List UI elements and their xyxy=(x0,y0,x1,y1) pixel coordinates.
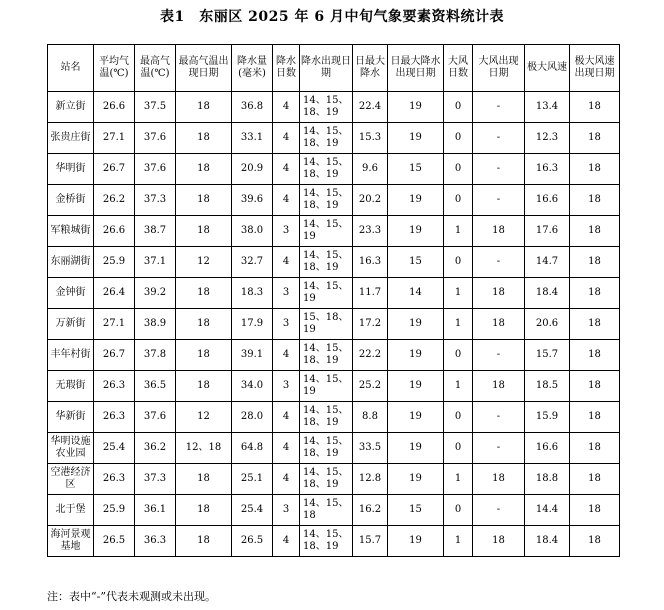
cell-gale-days: 0 xyxy=(444,185,473,216)
cell-precip-days: 3 xyxy=(273,309,300,340)
cell-gale-days: 1 xyxy=(444,526,473,557)
cell-precip: 18.3 xyxy=(232,278,273,309)
header-daily-max-precip-date: 日最大降水出现日期 xyxy=(388,45,444,92)
cell-daily-max-precip-date: 19 xyxy=(388,402,444,433)
cell-daily-max-precip-date: 19 xyxy=(388,526,444,557)
cell-gale-dates: 18 xyxy=(473,526,525,557)
cell-avg-temp: 26.7 xyxy=(94,340,135,371)
cell-station: 空港经济区 xyxy=(48,464,94,495)
cell-max-temp: 36.5 xyxy=(135,371,176,402)
cell-gale-dates: - xyxy=(473,92,525,123)
cell-gale-dates: 18 xyxy=(473,216,525,247)
cell-gale-dates: - xyxy=(473,154,525,185)
cell-daily-max-precip: 23.3 xyxy=(353,216,388,247)
cell-precip: 25.4 xyxy=(232,495,273,526)
cell-station: 丰年村街 xyxy=(48,340,94,371)
cell-max-temp-date: 18 xyxy=(176,526,232,557)
cell-precip-dates: 14、15、18、19 xyxy=(300,123,353,154)
cell-gale-dates: 18 xyxy=(473,464,525,495)
cell-max-temp: 37.3 xyxy=(135,464,176,495)
cell-precip-days: 4 xyxy=(273,464,300,495)
cell-avg-temp: 26.5 xyxy=(94,526,135,557)
cell-daily-max-precip-date: 19 xyxy=(388,216,444,247)
cell-precip-days: 4 xyxy=(273,247,300,278)
cell-max-gust-date: 18 xyxy=(570,340,620,371)
cell-max-temp-date: 12 xyxy=(176,402,232,433)
header-station: 站名 xyxy=(48,45,94,92)
cell-daily-max-precip: 16.2 xyxy=(353,495,388,526)
cell-daily-max-precip: 22.2 xyxy=(353,340,388,371)
cell-precip-dates: 14、15、18、19 xyxy=(300,526,353,557)
table-row xyxy=(48,309,620,340)
header-precip-days: 降水日数 xyxy=(273,45,300,92)
cell-daily-max-precip-date: 15 xyxy=(388,495,444,526)
cell-max-gust: 13.4 xyxy=(525,92,570,123)
cell-daily-max-precip: 12.8 xyxy=(353,464,388,495)
cell-precip-dates: 14、15、18、19 xyxy=(300,92,353,123)
cell-max-temp: 36.1 xyxy=(135,495,176,526)
header-avg-temp: 平均气温(℃) xyxy=(94,45,135,92)
cell-avg-temp: 26.3 xyxy=(94,371,135,402)
header-gale-dates: 大风出现日期 xyxy=(473,45,525,92)
cell-max-temp-date: 12 xyxy=(176,247,232,278)
cell-precip: 36.8 xyxy=(232,92,273,123)
cell-precip-dates: 14、15、18、19 xyxy=(300,247,353,278)
cell-precip-days: 4 xyxy=(273,526,300,557)
cell-max-gust-date: 18 xyxy=(570,278,620,309)
cell-avg-temp: 27.1 xyxy=(94,123,135,154)
cell-precip-dates: 14、15、18、19 xyxy=(300,340,353,371)
cell-station: 华新街 xyxy=(48,402,94,433)
cell-max-temp-date: 18 xyxy=(176,371,232,402)
cell-max-gust: 16.3 xyxy=(525,154,570,185)
cell-gale-dates: - xyxy=(473,247,525,278)
cell-max-gust: 17.6 xyxy=(525,216,570,247)
cell-precip-days: 3 xyxy=(273,495,300,526)
cell-gale-days: 0 xyxy=(444,123,473,154)
header-max-gust: 极大风速 xyxy=(525,45,570,92)
cell-station: 华明街 xyxy=(48,154,94,185)
cell-avg-temp: 26.2 xyxy=(94,185,135,216)
table-row xyxy=(48,123,620,154)
cell-daily-max-precip-date: 14 xyxy=(388,278,444,309)
weather-stats-table xyxy=(47,44,620,557)
cell-max-gust-date: 18 xyxy=(570,309,620,340)
cell-max-temp-date: 18 xyxy=(176,216,232,247)
table-row xyxy=(48,185,620,216)
cell-max-temp: 37.6 xyxy=(135,123,176,154)
cell-precip-days: 4 xyxy=(273,123,300,154)
cell-precip: 34.0 xyxy=(232,371,273,402)
cell-daily-max-precip-date: 19 xyxy=(388,340,444,371)
cell-max-temp-date: 18 xyxy=(176,495,232,526)
table-row xyxy=(48,371,620,402)
cell-precip-days: 4 xyxy=(273,92,300,123)
cell-max-temp: 39.2 xyxy=(135,278,176,309)
table-row xyxy=(48,216,620,247)
cell-max-temp-date: 18 xyxy=(176,154,232,185)
cell-gale-days: 0 xyxy=(444,402,473,433)
cell-max-temp: 36.3 xyxy=(135,526,176,557)
cell-daily-max-precip-date: 19 xyxy=(388,433,444,464)
cell-gale-days: 1 xyxy=(444,216,473,247)
cell-max-gust-date: 18 xyxy=(570,495,620,526)
cell-daily-max-precip: 15.7 xyxy=(353,526,388,557)
header-gale-days: 大风日数 xyxy=(444,45,473,92)
cell-avg-temp: 25.9 xyxy=(94,495,135,526)
cell-max-temp-date: 12、18 xyxy=(176,433,232,464)
cell-gale-days: 0 xyxy=(444,495,473,526)
cell-gale-dates: - xyxy=(473,185,525,216)
header-max-temp: 最高气温(℃) xyxy=(135,45,176,92)
cell-max-temp-date: 18 xyxy=(176,340,232,371)
cell-avg-temp: 26.6 xyxy=(94,216,135,247)
cell-daily-max-precip: 8.8 xyxy=(353,402,388,433)
cell-max-temp-date: 18 xyxy=(176,185,232,216)
cell-gale-days: 0 xyxy=(444,247,473,278)
cell-gale-dates: - xyxy=(473,495,525,526)
header-precip-dates: 降水出现日期 xyxy=(300,45,353,92)
cell-station: 北于堡 xyxy=(48,495,94,526)
cell-avg-temp: 27.1 xyxy=(94,309,135,340)
table-row xyxy=(48,340,620,371)
cell-max-gust: 15.9 xyxy=(525,402,570,433)
cell-max-gust: 15.7 xyxy=(525,340,570,371)
cell-precip-dates: 14、15、19 xyxy=(300,371,353,402)
table-row xyxy=(48,154,620,185)
cell-gale-dates: 18 xyxy=(473,309,525,340)
cell-precip-dates: 14、15、18、19 xyxy=(300,402,353,433)
cell-gale-days: 0 xyxy=(444,433,473,464)
cell-max-gust-date: 18 xyxy=(570,402,620,433)
table-title: 表1 东丽区 2025 年 6 月中旬气象要素资料统计表 xyxy=(160,9,504,25)
cell-daily-max-precip: 20.2 xyxy=(353,185,388,216)
cell-max-temp: 37.5 xyxy=(135,92,176,123)
cell-max-temp: 37.3 xyxy=(135,185,176,216)
cell-precip: 25.1 xyxy=(232,464,273,495)
table-row xyxy=(48,402,620,433)
cell-daily-max-precip: 22.4 xyxy=(353,92,388,123)
table-row xyxy=(48,92,620,123)
cell-max-gust: 14.4 xyxy=(525,495,570,526)
cell-max-gust-date: 18 xyxy=(570,216,620,247)
cell-max-gust-date: 18 xyxy=(570,371,620,402)
cell-avg-temp: 26.4 xyxy=(94,278,135,309)
cell-precip: 33.1 xyxy=(232,123,273,154)
cell-max-gust: 20.6 xyxy=(525,309,570,340)
cell-max-gust-date: 18 xyxy=(570,185,620,216)
cell-max-gust: 18.4 xyxy=(525,278,570,309)
cell-gale-days: 1 xyxy=(444,371,473,402)
cell-max-gust: 12.3 xyxy=(525,123,570,154)
cell-max-gust: 16.6 xyxy=(525,185,570,216)
cell-precip-days: 3 xyxy=(273,216,300,247)
cell-max-gust-date: 18 xyxy=(570,464,620,495)
cell-gale-dates: - xyxy=(473,123,525,154)
cell-max-gust-date: 18 xyxy=(570,526,620,557)
cell-precip-dates: 14、15、18、19 xyxy=(300,464,353,495)
cell-avg-temp: 26.6 xyxy=(94,92,135,123)
cell-max-gust-date: 18 xyxy=(570,154,620,185)
cell-max-temp: 36.2 xyxy=(135,433,176,464)
cell-precip-days: 4 xyxy=(273,433,300,464)
cell-precip: 32.7 xyxy=(232,247,273,278)
cell-gale-dates: 18 xyxy=(473,371,525,402)
cell-max-gust: 16.6 xyxy=(525,433,570,464)
cell-max-temp: 37.6 xyxy=(135,154,176,185)
cell-precip: 20.9 xyxy=(232,154,273,185)
cell-gale-days: 0 xyxy=(444,92,473,123)
cell-station: 万新街 xyxy=(48,309,94,340)
cell-daily-max-precip: 11.7 xyxy=(353,278,388,309)
cell-daily-max-precip-date: 19 xyxy=(388,371,444,402)
cell-max-gust: 18.5 xyxy=(525,371,570,402)
header-row xyxy=(48,45,620,92)
cell-station: 华明设施农业园 xyxy=(48,433,94,464)
cell-gale-dates: 18 xyxy=(473,278,525,309)
table-row xyxy=(48,278,620,309)
cell-station: 新立街 xyxy=(48,92,94,123)
cell-avg-temp: 25.4 xyxy=(94,433,135,464)
cell-precip-dates: 14、15、18、19 xyxy=(300,154,353,185)
cell-gale-dates: - xyxy=(473,402,525,433)
cell-avg-temp: 25.9 xyxy=(94,247,135,278)
header-max-gust-date: 极大风速出现日期 xyxy=(570,45,620,92)
cell-station: 无瑕街 xyxy=(48,371,94,402)
cell-max-temp: 38.9 xyxy=(135,309,176,340)
cell-precip-days: 4 xyxy=(273,154,300,185)
table-row xyxy=(48,247,620,278)
cell-daily-max-precip: 16.3 xyxy=(353,247,388,278)
cell-precip: 39.6 xyxy=(232,185,273,216)
cell-gale-days: 1 xyxy=(444,464,473,495)
cell-avg-temp: 26.7 xyxy=(94,154,135,185)
table-row xyxy=(48,464,620,495)
cell-station: 军粮城街 xyxy=(48,216,94,247)
cell-station: 金桥街 xyxy=(48,185,94,216)
cell-precip: 38.0 xyxy=(232,216,273,247)
cell-max-temp-date: 18 xyxy=(176,92,232,123)
cell-max-gust: 14.7 xyxy=(525,247,570,278)
cell-gale-dates: - xyxy=(473,433,525,464)
cell-max-temp-date: 18 xyxy=(176,309,232,340)
cell-max-temp: 37.1 xyxy=(135,247,176,278)
cell-max-gust: 18.4 xyxy=(525,526,570,557)
cell-precip-dates: 14、15、19 xyxy=(300,216,353,247)
cell-avg-temp: 26.3 xyxy=(94,464,135,495)
cell-daily-max-precip-date: 19 xyxy=(388,464,444,495)
cell-precip-days: 3 xyxy=(273,278,300,309)
cell-daily-max-precip-date: 19 xyxy=(388,309,444,340)
cell-precip: 64.8 xyxy=(232,433,273,464)
cell-daily-max-precip-date: 15 xyxy=(388,247,444,278)
cell-precip-days: 4 xyxy=(273,185,300,216)
cell-precip: 28.0 xyxy=(232,402,273,433)
cell-max-temp: 37.6 xyxy=(135,402,176,433)
cell-precip: 39.1 xyxy=(232,340,273,371)
cell-daily-max-precip: 17.2 xyxy=(353,309,388,340)
cell-daily-max-precip-date: 15 xyxy=(388,154,444,185)
cell-daily-max-precip: 9.6 xyxy=(353,154,388,185)
cell-station: 东丽湖街 xyxy=(48,247,94,278)
table-row xyxy=(48,526,620,557)
cell-max-temp: 37.8 xyxy=(135,340,176,371)
cell-max-gust-date: 18 xyxy=(570,92,620,123)
cell-gale-days: 1 xyxy=(444,309,473,340)
cell-precip: 17.9 xyxy=(232,309,273,340)
cell-daily-max-precip-date: 19 xyxy=(388,92,444,123)
cell-station: 张贵庄街 xyxy=(48,123,94,154)
cell-max-temp: 38.7 xyxy=(135,216,176,247)
header-max-temp-date: 最高气温出现日期 xyxy=(176,45,232,92)
cell-precip-days: 3 xyxy=(273,371,300,402)
table-row xyxy=(48,433,620,464)
cell-gale-dates: - xyxy=(473,340,525,371)
cell-precip-dates: 14、15、18 xyxy=(300,495,353,526)
cell-max-temp-date: 18 xyxy=(176,464,232,495)
cell-max-temp-date: 18 xyxy=(176,278,232,309)
cell-precip-dates: 14、15、18、19 xyxy=(300,185,353,216)
cell-max-gust-date: 18 xyxy=(570,247,620,278)
cell-daily-max-precip-date: 19 xyxy=(388,123,444,154)
cell-gale-days: 0 xyxy=(444,154,473,185)
cell-daily-max-precip: 33.5 xyxy=(353,433,388,464)
cell-daily-max-precip: 25.2 xyxy=(353,371,388,402)
cell-daily-max-precip-date: 19 xyxy=(388,185,444,216)
cell-station: 海河景观基地 xyxy=(48,526,94,557)
cell-precip-dates: 15、18、19 xyxy=(300,309,353,340)
cell-precip-dates: 14、15、19 xyxy=(300,278,353,309)
cell-gale-days: 0 xyxy=(444,340,473,371)
cell-daily-max-precip: 15.3 xyxy=(353,123,388,154)
cell-station: 金钟街 xyxy=(48,278,94,309)
cell-precip-dates: 14、15、18、19 xyxy=(300,433,353,464)
cell-avg-temp: 26.3 xyxy=(94,402,135,433)
table-row xyxy=(48,495,620,526)
cell-max-gust-date: 18 xyxy=(570,433,620,464)
cell-precip-days: 4 xyxy=(273,402,300,433)
header-precip: 降水量(毫米) xyxy=(232,45,273,92)
table-note: 注：表中“-”代表未观测或未出现。 xyxy=(47,590,216,603)
cell-max-gust: 18.8 xyxy=(525,464,570,495)
cell-max-temp-date: 18 xyxy=(176,123,232,154)
cell-gale-days: 1 xyxy=(444,278,473,309)
cell-max-gust-date: 18 xyxy=(570,123,620,154)
header-daily-max-precip: 日最大降水 xyxy=(353,45,388,92)
cell-precip-days: 4 xyxy=(273,340,300,371)
cell-precip: 26.5 xyxy=(232,526,273,557)
